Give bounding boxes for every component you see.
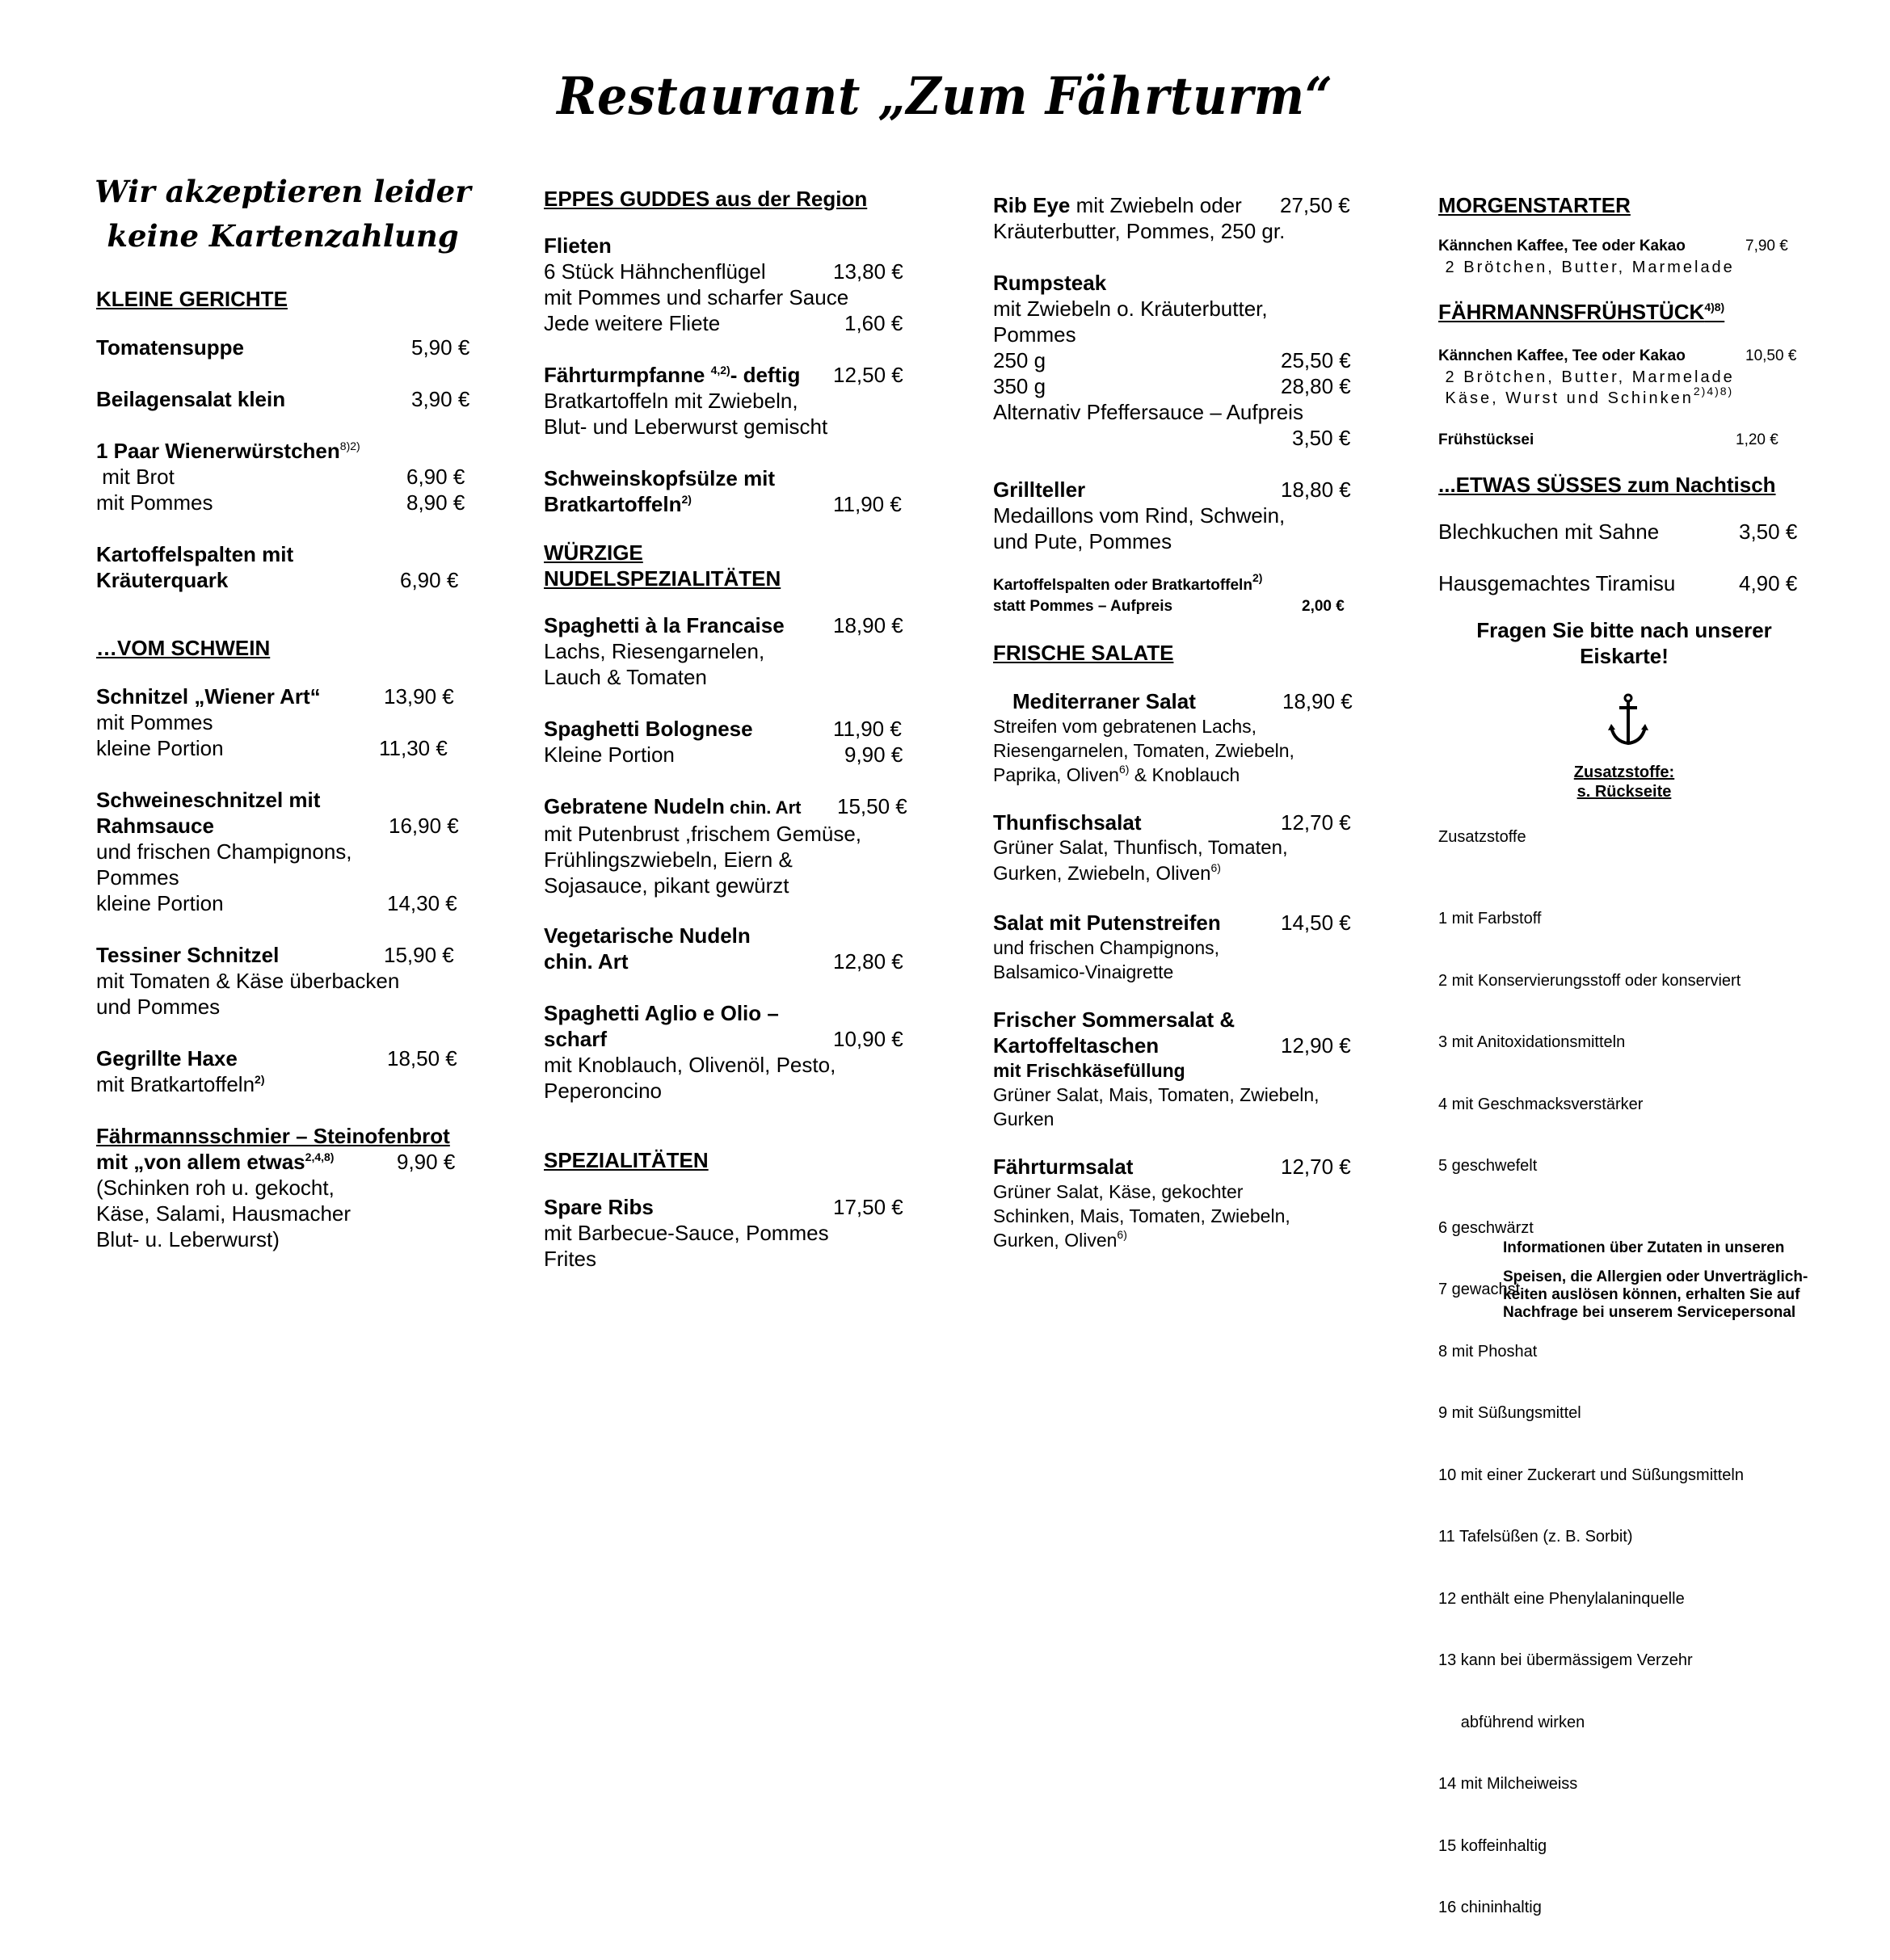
item-description: und frischen Champignons, [993,937,1219,958]
section-heading-kleine-gerichte: KLEINE GERICHTE [96,287,288,311]
item-name: Vegetarische Nudeln [544,923,751,948]
item-description: mit Pommes und scharfer Sauce [544,285,849,309]
menu-title: Restaurant „Zum Fährturm“ [557,66,1333,127]
section-heading-line: WÜRZIGE [544,540,643,565]
menu-item-mediterraner-salat [993,688,1365,787]
item-name: Rumpsteak [993,271,1107,295]
menu-item-spaghetti-francaise [544,612,916,690]
card-payment-notice: Wir akzeptieren leider keine Kartenzahlung [95,174,471,254]
item-description: und frischen Champignons, [96,839,352,864]
item-name: Gebratene Nudeln [544,794,725,818]
menu-item-faehrturmsalat [993,1154,1365,1252]
item-price: 15,90 € [384,943,454,967]
item-description: mit Pommes [96,710,213,734]
item-price: 11,90 € [833,717,902,741]
item-option: Alternativ Pfeffersauce – Aufpreis [993,400,1303,424]
additive-entry: 11 Tafelsüßen (z. B. Sorbit) [1438,1528,1633,1546]
item-name-suffix: chin. Art [724,797,802,818]
additive-note: 6) [1117,1228,1127,1241]
item-price: 11,30 € [379,736,448,760]
item-name: Fährturmpfanne [544,363,711,387]
item-name: Kännchen Kaffee, Tee oder Kakao [1438,347,1686,364]
menu-item-schweineschnitzel [96,787,484,916]
item-description: Grüner Salat, Käse, gekochter [993,1181,1244,1202]
additives-list [1438,868,1810,1960]
additive-entry: 8 mit Phoshat [1438,1342,1538,1361]
item-description: Sojasauce, pikant gewürzt [544,873,789,898]
menu-item-grillteller [993,477,1365,554]
additive-entry: abführend wirken [1438,1713,1585,1731]
item-name: Spaghetti Bolognese [544,717,753,741]
item-option: Kleine Portion [544,742,675,767]
item-description: Blut- und Leberwurst gemischt [544,414,828,439]
item-price: 12,50 € [833,363,903,387]
menu-item-spare-ribs [544,1194,916,1272]
item-option: mit Pommes [96,490,213,515]
menu-item-tiramisu [1438,570,1810,596]
item-description: mit Barbecue-Sauce, Pommes [544,1221,829,1245]
item-name: Tessiner Schnitzel [96,943,280,967]
menu-item-vegetarische-nudeln [544,923,916,974]
item-option: kleine Portion [96,891,224,915]
item-description: (Schinken roh u. gekocht, [96,1176,335,1200]
item-price: 11,90 € [833,492,902,516]
menu-item-sommersalat [993,1007,1365,1131]
additive-entry: 9 mit Süßungsmittel [1438,1404,1581,1422]
section-heading-vom-schwein: …VOM SCHWEIN [96,636,271,660]
section-heading-frische-salate: FRISCHE SALATE [993,641,1174,665]
additive-note: 2) [1252,571,1263,584]
menu-item-spaghetti-aglio-olio [544,1000,916,1104]
item-description: Gurken, Zwiebeln, Oliven [993,863,1211,885]
menu-item-rumpsteak [993,270,1365,451]
item-option: Jede weitere Fliete [544,311,721,335]
item-price: 1,60 € [844,311,903,335]
item-option: 250 g [993,348,1046,372]
item-description: mit Knoblauch, Olivenöl, Pesto, [544,1053,836,1077]
item-price: 12,80 € [833,949,903,974]
item-price: 3,90 € [411,387,470,411]
item-name: 1 Paar Wienerwürstchen [96,439,340,463]
item-name: Thunfischsalat [993,810,1142,835]
menu-item-tessiner-schnitzel [96,942,484,1020]
item-name: Tomatensuppe [96,335,244,360]
item-price: 17,50 € [833,1195,903,1219]
item-price: 14,30 € [387,891,457,915]
allergen-info-line: Nachfrage bei unserem Servicepersonal [1503,1304,1796,1321]
additive-note: 4,2) [710,364,730,376]
item-option: 350 g [993,374,1046,398]
item-name: Mediterraner Salat [1012,689,1196,713]
item-name: Spaghetti à la Francaise [544,613,785,637]
section-heading-nudeln [544,540,916,591]
additive-note: 2) [681,493,692,506]
item-price: 6,90 € [406,465,465,489]
item-price: 18,80 € [1281,477,1351,502]
item-price: 18,90 € [833,613,903,637]
item-description: Lachs, Riesengarnelen, [544,639,765,663]
item-description: Gurken, Oliven [993,1230,1118,1251]
item-price: 12,70 € [1281,1155,1351,1179]
item-description: und Pute, Pommes [993,529,1172,553]
item-name: Rahmsauce [96,814,214,838]
item-price: 9,90 € [397,1150,456,1174]
item-name: Gegrillte Haxe [96,1046,238,1070]
item-price: 1,20 € [1736,431,1778,448]
menu-item-kartoffelspalten [96,541,484,593]
item-description: & Knoblauch [1129,764,1240,785]
ice-cream-notice-line: Eiskarte! [1580,644,1669,668]
item-name: Schweineschnitzel mit [96,788,321,812]
section-heading-line: NUDELSPEZIALITÄTEN [544,566,781,591]
item-price: 13,90 € [384,684,454,709]
item-name: Bratkartoffeln [544,492,682,516]
item-description: Pommes [96,865,179,890]
menu-item-blechkuchen [1438,519,1810,545]
additive-entry: 14 mit Milcheiweiss [1438,1775,1578,1793]
item-name: Fährturmsalat [993,1155,1134,1179]
section-heading-morgenstarter: MORGENSTARTER [1438,193,1631,217]
menu-item-beilagensalat [96,386,484,412]
item-description: Käse, Salami, Hausmacher [96,1201,351,1226]
allergen-info-line: Speisen, die Allergien oder Unverträglich- [1503,1268,1808,1285]
item-option: mit Brot [96,465,175,489]
item-name: Rib Eye [993,193,1071,217]
item-name-suffix: - deftig [730,363,801,387]
item-name: Salat mit Putenstreifen [993,911,1221,935]
menu-item-schnitzel-wiener [96,683,484,761]
additives-reference-line: s. Rückseite [1576,783,1672,801]
item-description: und Pommes [96,995,221,1019]
item-price: 18,50 € [387,1046,457,1070]
menu-item-flieten [544,233,916,336]
additive-entry: 2 mit Konservierungsstoff oder konserviert [1438,971,1741,990]
additive-entry: 4 mit Geschmacksverstärker [1438,1095,1644,1113]
item-price: 6,90 € [400,568,459,592]
additives-reference [1438,763,1810,801]
item-name: Hausgemachtes Tiramisu [1438,571,1676,595]
additive-entry: 16 chininhaltig [1438,1899,1542,1916]
item-description: Frites [544,1247,596,1271]
item-price: 5,90 € [411,335,470,360]
item-name: chin. Art [544,949,629,974]
section-heading-text: FÄHRMANNSFRÜHSTÜCK [1438,300,1705,324]
ice-cream-notice [1438,617,1810,669]
item-name: Schweinskopfsülze mit [544,466,776,490]
item-name: mit „von allem etwas [96,1150,305,1174]
item-description: Gurken [993,1108,1054,1129]
item-description: Schinken, Mais, Tomaten, Zwiebeln, [993,1205,1290,1226]
item-name: Fährmannsschmier – Steinofenbrot [96,1124,450,1148]
item-name: Kartoffelspalten oder Bratkartoffeln [993,577,1252,594]
menu-item-faehrmannsfruehstueck [1438,346,1810,409]
item-price: 10,50 € [1745,347,1797,364]
item-description: mit Tomaten & Käse überbacken [96,969,400,993]
additive-note: 6) [1210,861,1221,874]
item-description: 2 Brötchen, Butter, Marmelade [1438,368,1735,386]
section-heading-etwas-suesses: ...ETWAS SÜSSES zum Nachtisch [1438,473,1776,497]
item-description: mit Zwiebeln o. Kräuterbutter, [993,297,1268,321]
section-heading-eppes-guddes: EPPES GUDDES aus der Region [544,187,868,211]
allergen-info-line: Informationen über Zutaten in unseren [1503,1239,1785,1256]
additive-note: 2,4,8) [305,1150,335,1163]
item-name: Frühstücksei [1438,431,1534,448]
item-description: Pommes [993,322,1076,347]
item-description: 6 Stück Hähnchenflügel [544,259,766,284]
item-price: 15,50 € [837,794,907,818]
menu-item-spaghetti-bolognese [544,716,916,768]
menu-item-gebratene-nudeln [544,793,916,898]
section-heading-spezialitaeten: SPEZIALITÄTEN [544,1148,709,1172]
item-price: 12,90 € [1281,1033,1351,1058]
item-price: 2,00 € [1302,598,1345,615]
item-description: Frühlingszwiebeln, Eiern & [544,848,793,872]
item-name: Flieten [544,233,612,258]
additive-entry: 10 mit einer Zuckerart und Süßungsmitteln [1438,1466,1744,1484]
item-name: Kräuterquark [96,568,229,592]
menu-item-faehrmannsschmier [96,1123,484,1252]
item-name: Blechkuchen mit Sahne [1438,519,1660,544]
additive-note: 6) [1118,763,1130,776]
additive-note: 8)2) [339,440,360,452]
additive-entry: 15 koffeinhaltig [1438,1836,1547,1855]
allergen-info-line: keiten auslösen können, erhalten Sie auf [1503,1286,1800,1303]
item-name: statt Pommes – Aufpreis [993,598,1173,615]
item-price: 28,80 € [1281,374,1351,398]
ice-cream-notice-line: Fragen Sie bitte nach unserer [1476,618,1772,642]
item-description: Paprika, Oliven [993,764,1119,785]
item-description: Blut- u. Leberwurst) [96,1227,280,1251]
item-price: 27,50 € [1280,193,1350,217]
additive-entry: 3 mit Anitoxidationsmitteln [1438,1033,1626,1051]
item-description: Riesengarnelen, Tomaten, Zwiebeln, [993,740,1294,761]
menu-item-schweinskopfsuelze [544,465,916,517]
item-price: 13,80 € [833,259,903,284]
additive-entry: 1 mit Farbstoff [1438,910,1542,927]
item-price: 25,50 € [1281,348,1351,372]
item-description: Kräuterbutter, Pommes, 250 gr. [993,219,1286,243]
allergen-info [1503,1239,1858,1322]
menu-item-salat-putenstreifen [993,910,1365,984]
item-price: 3,50 € [1739,519,1798,544]
item-description: Käse, Wurst und Schinken [1438,389,1694,407]
item-name: Frischer Sommersalat & [993,1007,1235,1032]
menu-item-wienerwuerstchen [96,438,484,515]
menu-item-thunfischsalat [993,810,1365,887]
item-price: 8,90 € [406,490,465,515]
item-description: Grüner Salat, Mais, Tomaten, Zwiebeln, [993,1084,1320,1105]
item-price: 3,50 € [1292,426,1351,450]
item-price: 16,90 € [389,814,459,838]
item-name: Kartoffelspalten mit [96,542,294,566]
item-name: Spaghetti Aglio e Olio – [544,1001,779,1025]
item-price: 4,90 € [1739,571,1798,595]
item-name: Schnitzel „Wiener Art“ [96,684,321,709]
item-name: Spare Ribs [544,1195,654,1219]
menu-item-gegrillte-haxe [96,1045,484,1097]
item-price: 18,90 € [1282,689,1353,713]
menu-item-faehrturmpfanne [544,362,916,440]
item-description: Streifen vom gebratenen Lachs, [993,716,1257,737]
anchor-icon [1608,693,1648,747]
additive-entry: 13 kann bei übermässigem Verzehr [1438,1651,1693,1669]
additive-entry: 7 gewachst [1438,1281,1521,1298]
additives-reference-line: Zusatzstoffe: [1573,763,1675,781]
item-option: kleine Portion [96,736,224,760]
menu-item-tomatensuppe [96,334,484,360]
item-name: Grillteller [993,477,1086,502]
item-description: Grüner Salat, Thunfisch, Tomaten, [993,837,1288,859]
additive-note: 2) [255,1073,265,1086]
item-name-suffix: mit Zwiebeln oder [1070,193,1242,217]
item-price: 10,90 € [833,1027,903,1051]
additive-entry: 12 enthält eine Phenylalaninquelle [1438,1589,1685,1608]
additives-title: Zusatzstoffe [1438,828,1526,846]
item-description: Peperoncino [544,1079,662,1103]
item-name: Kännchen Kaffee, Tee oder Kakao [1438,238,1686,254]
item-price: 7,90 € [1745,238,1788,254]
item-description: 2 Brötchen, Butter, Marmelade [1438,259,1735,276]
item-description: Bratkartoffeln mit Zwiebeln, [544,389,798,413]
menu-item-beilage-aufpreis [993,571,1365,617]
menu-item-rib-eye [993,192,1365,244]
item-name: mit Frischkäsefüllung [993,1060,1185,1081]
item-price: 14,50 € [1281,911,1351,935]
item-description: mit Putenbrust ,frischem Gemüse, [544,822,862,846]
item-description: Medaillons vom Rind, Schwein, [993,503,1286,528]
item-description: mit Bratkartoffeln [96,1072,255,1096]
section-heading-faehrmannsfruehstueck [1438,299,1810,325]
item-description: Lauch & Tomaten [544,665,707,689]
item-name: Beilagensalat klein [96,387,286,411]
item-price: 9,90 € [844,742,903,767]
item-name: scharf [544,1027,608,1051]
additive-entry: 5 geschwefelt [1438,1157,1538,1175]
additive-note: 4)8) [1704,301,1725,313]
menu-item-fruehstuecksei [1438,430,1810,451]
item-name: Kartoffeltaschen [993,1033,1160,1058]
menu-item-morgenstarter [1438,236,1810,278]
item-price: 12,70 € [1281,810,1351,835]
additive-note: 2)4)8) [1693,385,1734,397]
item-description: Balsamico-Vinaigrette [993,961,1174,982]
additive-entry: 6 geschwärzt [1438,1218,1534,1237]
